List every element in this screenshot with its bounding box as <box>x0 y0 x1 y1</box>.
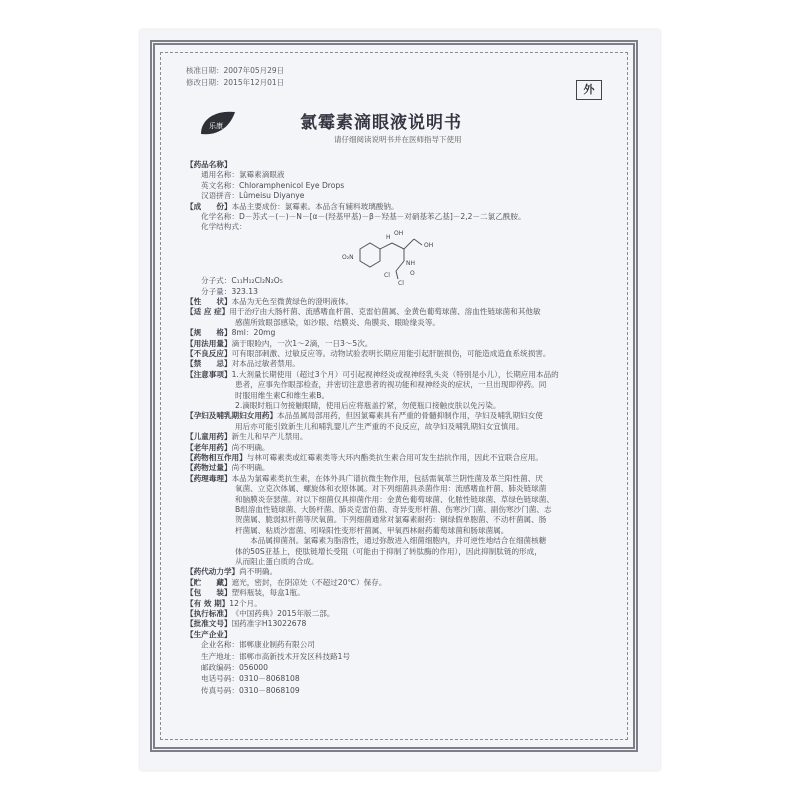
structure-label: OH <box>394 230 404 237</box>
detail-label: 【生产企业】 <box>186 629 232 639</box>
detail-row <box>186 567 277 577</box>
page-title: 氯霉素滴眼液说明书 <box>300 113 462 133</box>
company-info-line: 传真号码：0310－8068109 <box>201 685 300 695</box>
detail-row <box>186 463 270 473</box>
detail-text: 塑料瓶装，每盒1瓶。 <box>231 588 305 598</box>
detail-continuation: 和脑膜炎奈瑟菌。对以下细菌仅具抑菌作用：金黄色葡萄球菌、化脓性链球菌、草绿色链球菌、 <box>235 494 554 504</box>
detail-row <box>186 359 300 369</box>
detail-label: 【有 效 期】 <box>186 598 230 608</box>
detail-text: 国药准字H13022678 <box>231 619 307 629</box>
detail-row <box>186 588 305 598</box>
detail-text: 用于治疗由大肠杆菌、流感嗜血杆菌、克雷伯菌属、金黄色葡萄球菌、溶血性链球菌和其他敏 <box>229 307 541 317</box>
structure-label: O₂N <box>342 254 354 261</box>
approval-date: 核准日期：2007年05月29日 <box>186 66 285 75</box>
detail-label: 【注意事项】 <box>186 369 232 379</box>
detail-text: 《中国药典》2015年版二部。 <box>231 609 335 618</box>
detail-label: 【贮 藏】 <box>186 577 232 587</box>
detail-row <box>186 339 372 349</box>
logo-text: 乐康 <box>209 122 223 130</box>
structure-label: NH <box>406 260 415 267</box>
company-logo-icon <box>197 108 237 140</box>
detail-text: 本品为氯霉素类抗生素，在体外具广谱抗微生物作用，包括需氧革兰阴性菌及革兰阳性菌、厌 <box>231 473 543 483</box>
detail-text: 新生儿和早产儿禁用。 <box>231 432 308 442</box>
section-text: 汉语拼音：Lǜmeisu Diyanye <box>201 191 305 201</box>
detail-text: 与林可霉素类或红霉素类等大环内酯类抗生素合用可发生拮抗作用，因此不宜联合应用。 <box>246 453 543 462</box>
detail-row <box>186 307 541 317</box>
detail-text: 12个月。 <box>229 598 262 608</box>
detail-label: 【不良反应】 <box>186 349 232 358</box>
detail-label: 【规 格】 <box>186 328 232 338</box>
detail-label: 【药代动力学】 <box>186 567 240 577</box>
section-label: 【药品名称】 <box>186 160 232 169</box>
detail-label: 【药物相互作用】 <box>186 453 247 462</box>
detail-text: 本品为无色至微黄绿色的澄明液体。 <box>231 297 354 306</box>
detail-row <box>186 609 334 619</box>
section-row <box>201 222 247 232</box>
section-row <box>186 202 399 212</box>
structure-label: Cl <box>398 280 404 285</box>
company-info-line: 生产地址：邯郸市高新技术开发区科技路1号 <box>201 651 351 661</box>
section-text: 化学名称：D－苏式－(－)－N－[α－(羟基甲基)－β－羟基－对硝基苯乙基]－2,2－二氯乙酰胺。 <box>201 212 526 221</box>
detail-continuation: 患者，应事先作眼部检查，并密切注意患者的视功能和视神经炎的症状，一旦出现即停药。同 <box>235 380 547 390</box>
section-row <box>201 170 285 180</box>
structure-label: Cl <box>384 272 390 279</box>
company-info-line: 邮政编码：056000 <box>201 663 268 672</box>
detail-row <box>186 599 262 609</box>
chemical-structure-icon <box>340 225 450 285</box>
detail-continuation: 用后亦可能引致新生儿和哺乳婴儿产生严重的不良反应，故孕妇及哺乳期妇女宜慎用。 <box>235 421 524 431</box>
detail-row <box>186 453 543 463</box>
molecular-weight: 分子量：323.13 <box>201 287 258 296</box>
detail-row <box>186 474 543 484</box>
detail-text: 8ml：20mg <box>231 328 276 338</box>
detail-row <box>186 578 386 588</box>
detail-row <box>186 619 306 629</box>
detail-continuation: 从而阻止蛋白质的合成。 <box>235 557 319 566</box>
detail-label: 【性 状】 <box>186 297 232 306</box>
detail-label: 【老年用药】 <box>186 442 232 452</box>
detail-label: 【适 应 症】 <box>186 307 230 317</box>
structure-label: H <box>386 234 391 241</box>
detail-text: 尚不明确。 <box>239 567 278 577</box>
detail-text: 可有眼部刺激、过敏反应等。动物试验表明长期应用能引起肝脏损伤，可能造成造血系统损害。 <box>231 349 551 358</box>
detail-text: 遮光，密封，在阴凉处（不超过20℃）保存。 <box>231 577 387 587</box>
detail-label: 【包 装】 <box>186 588 232 598</box>
company-info-line: 电话号码：0310－8068108 <box>201 674 300 684</box>
revision-date: 修改日期：2015年12月01日 <box>186 78 285 87</box>
page-subtitle: 请仔细阅读说明书并在医师指导下使用 <box>334 135 462 144</box>
section-text: 本品主要成份：氯霉素。本品含有辅料玻璃酸钠。 <box>231 201 399 211</box>
detail-text: 1.大剂量长期使用（超过3个月）可引起视神经炎或视神经乳头炎（特别是小儿），长期应用本品的 <box>231 369 559 379</box>
detail-row <box>186 297 353 307</box>
detail-text: 尚不明确。 <box>231 463 270 473</box>
detail-continuation: 贺菌属、脆弱拟杆菌等厌氧菌。下列细菌通常对氯霉素耐药：铜绿假单胞菌、不动杆菌属、肠 <box>235 515 547 525</box>
detail-label: 【批准文号】 <box>186 619 232 629</box>
detail-text: 对本品过敏者禁用。 <box>231 359 300 369</box>
detail-continuation: 时服用维生素C和维生素B。 <box>235 390 330 400</box>
detail-text: 滴于眼睑内，一次1～2滴，一日3～5次。 <box>231 338 373 348</box>
detail-label: 【药物过量】 <box>186 463 232 473</box>
molecular-formula: 分子式：C₁₁H₁₂Cl₂N₂O₅ <box>201 276 283 285</box>
section-text: 通用名称：氯霉素滴眼液 <box>201 170 285 180</box>
section-text: 英文名称：Chloramphenicol Eye Drops <box>201 180 345 190</box>
detail-continuation: 杆菌属、粘质沙雷菌、吲哚阳性变形杆菌属、甲氧西林耐药葡萄球菌和肠球菌属。 <box>235 525 509 535</box>
detail-continuation: 2.滴眼时瓶口勿接触眼睛，使用后应将瓶盖拧紧，勿使瓶口接触皮肤以免污染。 <box>235 401 501 410</box>
section-row <box>201 212 526 222</box>
detail-row <box>186 432 308 442</box>
section-row <box>186 160 232 170</box>
structure-label: OH <box>424 242 434 249</box>
detail-label: 【孕妇及哺乳期妇女用药】 <box>186 411 278 421</box>
detail-label: 【禁 忌】 <box>186 359 232 369</box>
company-info-line: 企业名称：邯郸康业制药有限公司 <box>201 640 315 650</box>
detail-row <box>186 370 559 380</box>
detail-row <box>186 630 232 640</box>
detail-continuation: B组溶血性链球菌、大肠杆菌、肺炎克雷伯菌、奇异变形杆菌、伤寒沙门菌、副伤寒沙门菌、志 <box>235 505 552 514</box>
section-text: 化学结构式： <box>201 222 247 232</box>
detail-text: 本品虽属局部用药，但因氯霉素具有严重的骨髓抑制作用，孕妇及哺乳期妇女使 <box>277 411 543 421</box>
detail-label: 【执行标准】 <box>186 609 232 618</box>
external-use-mark: 外 <box>576 80 602 100</box>
detail-label: 【儿童用药】 <box>186 432 232 442</box>
detail-row <box>186 328 275 338</box>
detail-row <box>186 349 551 359</box>
detail-continuation: 体的50S亚基上，使肽链增长受阻（可能由于抑制了转肽酶的作用），因此抑制肽链的形成， <box>235 546 542 556</box>
detail-label: 【用法用量】 <box>186 338 232 348</box>
detail-continuation: 氧菌、立克次体属、螺旋体和衣原体属。对下列细菌具杀菌作用：流感嗜血杆菌、肺炎链球菌 <box>235 484 547 494</box>
section-label: 【成 份】 <box>186 201 232 211</box>
detail-label: 【药理毒理】 <box>186 473 232 483</box>
detail-row <box>186 443 270 453</box>
detail-text: 尚不明确。 <box>231 442 270 452</box>
detail-continuation: 本品属抑菌剂。氯霉素为脂溶性，通过弥散进入细菌细胞内，并可逆性地结合在细菌核糖 <box>235 536 547 546</box>
section-row <box>201 181 344 191</box>
structure-label: O <box>410 270 415 277</box>
detail-row <box>186 411 543 421</box>
detail-continuation: 感菌所致眼部感染，如沙眼、结膜炎、角膜炎、眼睑缘炎等。 <box>235 317 441 327</box>
section-row <box>201 191 304 201</box>
